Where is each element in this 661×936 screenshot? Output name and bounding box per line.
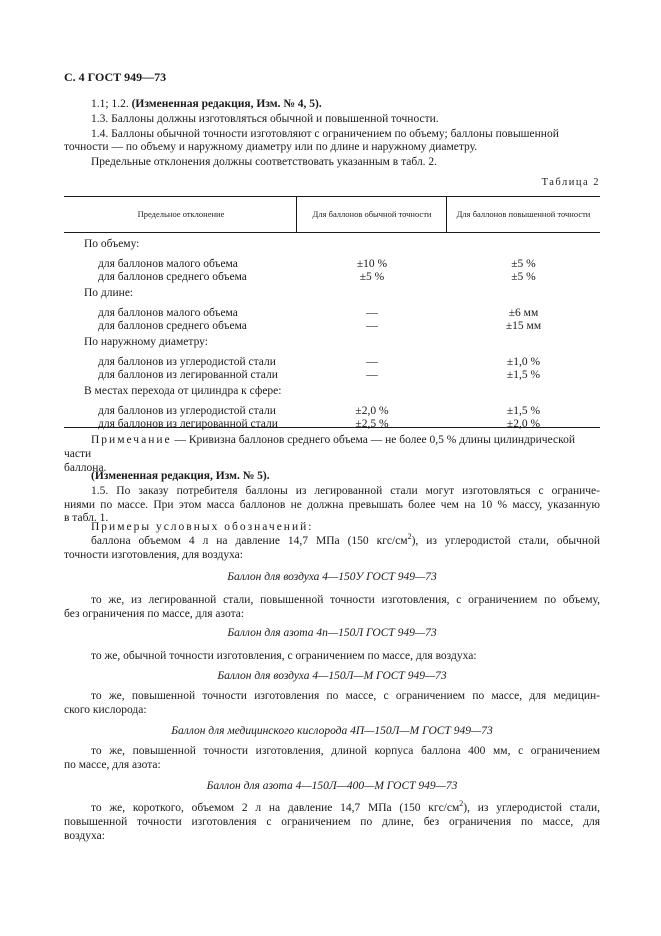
designation-5: Баллон для азота 4—150Л—400—М ГОСТ 949—73 <box>206 780 458 792</box>
table-bottom-rule <box>64 427 600 428</box>
table-row: для баллонов из углеродистой стали ±2,0 % ±1,5 % <box>98 405 541 417</box>
note-line2: баллона. <box>64 461 107 474</box>
header-normal-precision: Для баллонов обычной точности <box>312 208 432 219</box>
header-high-precision: Для баллонов повышенной точности <box>456 208 591 219</box>
example-3-line1: то же, обычной точности изготовления, с ограничением по массе, для воздуха: <box>91 650 477 662</box>
example-1-line2: точности изготовления, для воздуха: <box>64 548 243 561</box>
paragraph-1-3: 1.3. Баллоны должны изготовляться обычной и повышенной точности. <box>91 112 439 125</box>
example-3 <box>64 650 600 664</box>
example-5 <box>64 745 600 773</box>
designation-3: Баллон для воздуха 4—150Л—М ГОСТ 949—73 <box>217 670 447 682</box>
deviation-table <box>64 196 600 430</box>
example-5-line1: то же, повышенной точности изготовления, длиной корпуса баллона 400 мм, с ограничением <box>91 745 600 757</box>
example-2 <box>64 594 600 622</box>
amendment-note: (Измененная редакция, Изм. № 5). <box>91 470 270 482</box>
table-group-title: В местах перехода от цилиндра к сфере: <box>84 385 282 397</box>
designation-4: Баллон для медицинского кислорода 4П—150Л—М ГОСТ 949—73 <box>171 725 493 737</box>
example-2-line2: без ограничения по массе, для азота: <box>64 607 245 620</box>
example-2-line1: то же, из легированной стали, повышенной точности изготовления, с ограничением по объему, <box>91 594 600 606</box>
paragraph-1-5-line3: в табл. 1. <box>64 512 109 525</box>
table-row: для баллонов малого объема — ±6 мм <box>98 307 539 319</box>
example-5-line2: по массе, для азота: <box>64 758 161 771</box>
paragraph-1-4-line1: 1.4. Баллоны обычной точности изготовляют с ограничением по объему; баллоны повышенной <box>91 127 559 140</box>
example-6-line3: воздуха: <box>64 829 105 842</box>
paragraph-1-5-line2: ниями по массе. При этом масса баллонов не должна превышать более чем на 10 % массу, указанную <box>64 498 600 511</box>
table-caption: Таблица 2 <box>541 177 600 188</box>
example-4 <box>64 690 600 718</box>
example-1-line1: баллона объемом 4 л на давление 14,7 МПа (150 кгс/$см^2$), из углеродистой стали, обычной <box>91 531 600 547</box>
header-deviation: Предельное отклонение <box>137 208 225 219</box>
table-row: для баллонов среднего объема ±5 % ±5 % <box>98 271 536 283</box>
table-group-title: По длине: <box>84 287 134 299</box>
example-6-line1: то же, короткого, объемом 2 л на давление 14,7 МПа (150 кгс/$см^2$), из углеродистой стали, <box>91 799 600 814</box>
designation-2: Баллон для азота 4п—150Л ГОСТ 949—73 <box>227 627 437 639</box>
table-group-title: По объему: <box>84 238 140 250</box>
clause-ref: 1.1; 1.2. <box>91 98 132 110</box>
page-header: С. 4 ГОСТ 949—73 <box>64 70 167 84</box>
paragraph-limits: Предельные отклонения должны соответствовать указанным в табл. 2. <box>91 156 438 169</box>
section-1-5 <box>64 470 600 526</box>
designation-1: Баллон для воздуха 4—150У ГОСТ 949—73 <box>227 571 437 583</box>
amendment-note: (Измененная редакция, Изм. № 4, 5). <box>131 98 322 110</box>
example-4-line2: ского кислорода: <box>64 703 147 716</box>
table-row: для баллонов малого объема ±10 % ±5 % <box>98 258 536 270</box>
example-6 <box>64 799 600 843</box>
paragraph-1-5-line1: 1.5. По заказу потребителя баллоны из легированной стали могут изготовляться с ограниче- <box>91 484 600 497</box>
table-row: для баллонов из легированной стали ±2,5 % ±2,0 % <box>98 418 541 430</box>
example-6-line2: повышенной точности изготовления с ограничением по длине, без ограничения по массе, для <box>64 815 600 828</box>
example-4-line1: то же, повышенной точности изготовления по массе, с ограничением по массе, для медицин- <box>91 690 600 702</box>
table-group-title: По наружному диаметру: <box>84 336 208 348</box>
note-line1: Примечание — Кривизна баллонов среднего объема — не более 0,5 % длины цилиндрической части <box>64 434 575 460</box>
examples-section <box>64 521 600 562</box>
examples-heading: Примеры условных обозначений: <box>91 521 314 533</box>
intro-section <box>64 98 600 170</box>
table-row: для баллонов среднего объема — ±15 мм <box>98 320 542 332</box>
column-divider <box>296 197 297 232</box>
table-header-row <box>64 196 600 233</box>
paragraph-1-1 <box>64 98 600 112</box>
table-row: для баллонов из углеродистой стали — ±1,0 % <box>98 356 541 368</box>
paragraph-1-4-line2: точности — по объему и наружному диаметру или по длине и наружному диаметру. <box>64 141 478 154</box>
table-row: для баллонов из легированной стали — ±1,5 % <box>98 369 541 381</box>
